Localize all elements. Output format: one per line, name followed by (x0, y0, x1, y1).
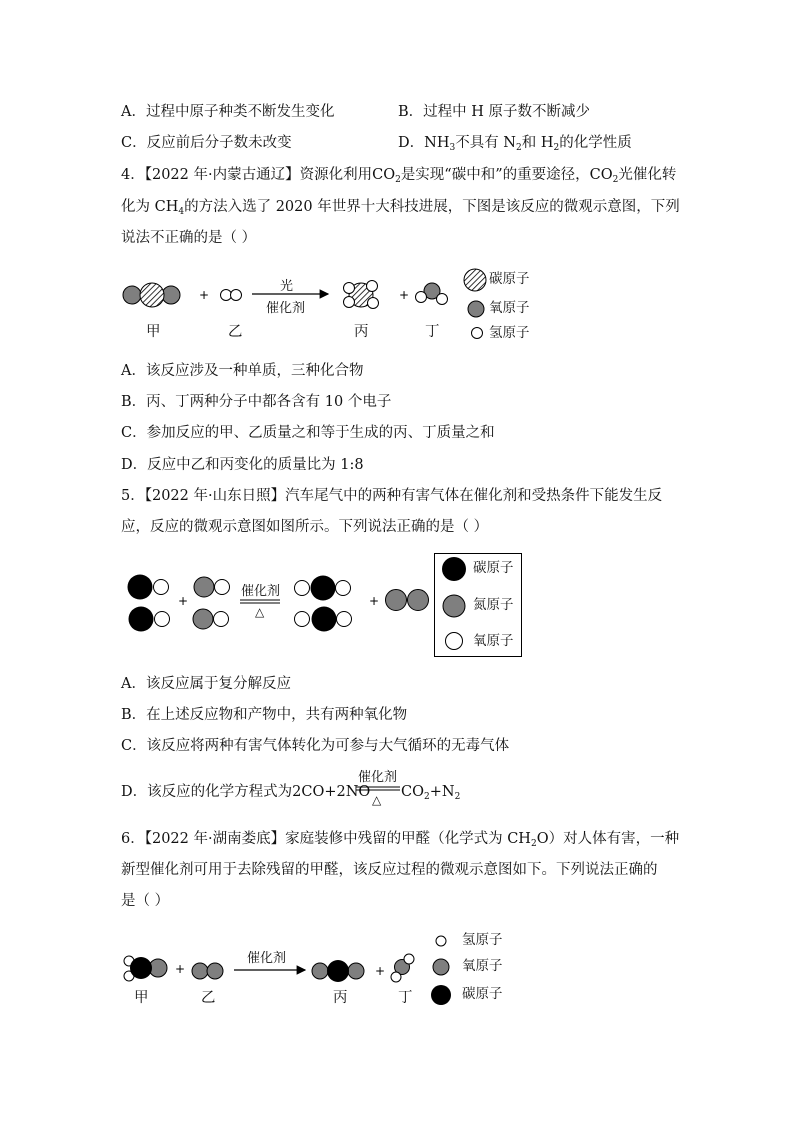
plus-sign: + (369, 594, 380, 608)
plus-sign: + (199, 288, 210, 302)
q4-option-d: D．反应中乙和丙变化的质量比为 1:8 (121, 457, 364, 473)
q6-co2-molecule (312, 960, 364, 982)
q5-stem-line1: 5．【2022 年·山东日照】汽车尾气中的两种有害气体在催化剂和受热条件下能发生反 (121, 488, 663, 504)
q6-label-yi: 乙 (201, 990, 216, 1006)
q4-ch4-molecule (344, 281, 379, 309)
plus-sign: + (175, 962, 186, 976)
q6-stem-line2: 新型催化剂可用于去除残留的甲醛，该反应过程的微观示意图如下。下列说法正确的 (121, 862, 658, 878)
q3-option-d: D．$NH_3$不具有 $N_2$和 $H_2$的化学性质 (398, 135, 632, 153)
plus-sign: + (375, 964, 386, 978)
q5-condition-top: 催化剂 (241, 584, 281, 599)
q5-option-b: B．在上述反应物和产物中，共有两种氧化物 (121, 707, 408, 723)
q6-legend-oxygen: 氧原子 (462, 958, 503, 974)
q4-option-a: A．该反应涉及一种单质，三种化合物 (121, 363, 364, 379)
q5-n2-molecule (386, 590, 429, 611)
q5-option-d-equal-sign (356, 786, 400, 792)
q5-option-d: D．该反应的化学方程式为2CO+2NO (121, 784, 371, 800)
legend-carbon-icon (464, 269, 486, 291)
q5-no-molecule-2 (193, 609, 229, 629)
q6-legend-hydrogen: 氢原子 (462, 932, 503, 948)
q5-co-molecule-1 (128, 575, 169, 600)
q4-label-bing: 丙 (354, 324, 369, 340)
q5-legend-carbon: 碳原子 (473, 560, 514, 576)
q6-stem-line3: 是（ ） (121, 893, 170, 909)
q4-label-ding: 丁 (425, 324, 440, 340)
q4-co2-molecule (123, 283, 180, 307)
q5-legend-nitrogen: 氮原子 (473, 597, 514, 613)
q4-stem-line3: 说法不正确的是（ ） (121, 230, 257, 246)
q5-reaction-diagram (120, 570, 440, 638)
q5-co2-molecule-2 (295, 607, 352, 632)
q5-option-d-condition-top: 催化剂 (358, 770, 398, 785)
q4-option-c: C．参加反应的甲、乙质量之和等于生成的丙、丁质量之和 (121, 425, 495, 441)
q5-option-d-condition-bottom: △ (372, 793, 382, 807)
plus-sign: + (399, 288, 410, 302)
q5-option-c: C．该反应将两种有害气体转化为可参与大气循环的无毒气体 (121, 738, 510, 754)
q5-co-molecule-2 (129, 607, 170, 632)
legend-nitrogen-icon (443, 595, 465, 617)
q4-legend-oxygen: 氧原子 (489, 300, 530, 316)
legend-hydrogen-icon (436, 936, 446, 946)
q5-no-molecule-1 (194, 577, 230, 597)
q6-label-ding: 丁 (398, 990, 413, 1006)
legend-oxygen-icon (433, 959, 449, 975)
q6-o2-molecule (192, 963, 223, 979)
q5-legend-oxygen: 氧原子 (473, 633, 514, 649)
q4-stem-line2: 化为 $CH_4$的方法入选了 2020 年世界十大科技进展，下图是该反应的微观示意图，下列 (121, 199, 680, 217)
q5-co2-molecule-1 (295, 576, 351, 601)
legend-oxygen-icon (446, 633, 463, 650)
q4-arrow-bottom-label: 催化剂 (266, 301, 306, 316)
q5-stem-line2: 应，反应的微观示意图如图所示。下列说法正确的是（ ） (121, 519, 489, 535)
q4-h2o-molecule (416, 283, 448, 305)
legend-carbon-icon (442, 557, 466, 581)
q6-label-jia: 甲 (134, 990, 149, 1006)
q4-stem-line1: 4．【2022 年·内蒙古通辽】资源化利用$CO_2$是实现“碳中和”的重要途径，$CO_2$光催化转 (121, 167, 677, 185)
q4-h2-molecule (221, 290, 242, 301)
q6-label-bing: 丙 (333, 990, 348, 1006)
q4-arrow-top-label: 光 (280, 279, 294, 294)
q4-legend-carbon: 碳原子 (489, 271, 530, 287)
q6-ch2o-molecule (124, 956, 167, 981)
q6-h2o-molecule (391, 954, 414, 982)
q5-option-d-products: $CO_2+N_2$ (401, 784, 461, 802)
q6-stem-line1: 6．【2022 年·湖南娄底】家庭装修中残留的甲醛（化学式为 $CH_2O$）对人体有害，一种 (121, 831, 680, 849)
q4-option-b: B．丙、丁两种分子中都各含有 10 个电子 (121, 394, 392, 410)
q4-legend-hydrogen: 氢原子 (489, 325, 530, 341)
q6-arrow-top-label: 催化剂 (247, 951, 287, 966)
legend-hydrogen-icon (472, 328, 483, 339)
q6-reaction-diagram (118, 938, 478, 1004)
q3-option-b: B．过程中 H 原子数不断减少 (398, 104, 591, 120)
q3-option-a: A．过程中原子种类不断发生变化 (121, 104, 335, 120)
plus-sign: + (178, 594, 189, 608)
q6-legend-carbon: 碳原子 (462, 986, 503, 1002)
q4-label-yi: 乙 (228, 324, 243, 340)
q5-condition-bottom: △ (255, 605, 265, 619)
q4-label-jia: 甲 (146, 324, 161, 340)
q5-option-a: A．该反应属于复分解反应 (121, 676, 291, 692)
legend-carbon-icon (431, 985, 451, 1005)
q3-option-c: C．反应前后分子数未改变 (121, 135, 292, 151)
legend-oxygen-icon (468, 301, 484, 317)
q5-legend-icons (436, 555, 476, 655)
